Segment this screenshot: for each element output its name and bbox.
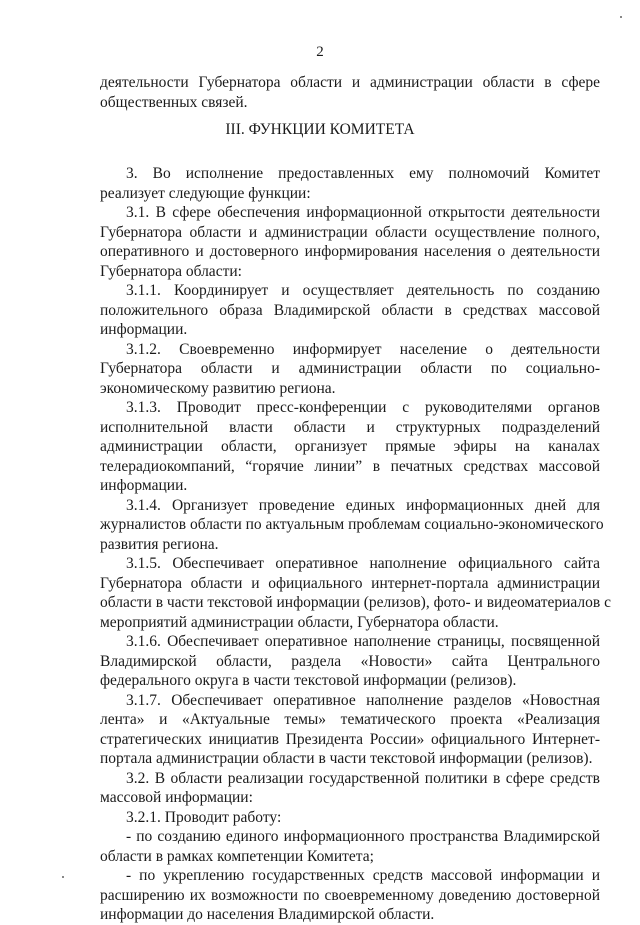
text-line: исполнительной власти области и структурных подразделений — [100, 418, 600, 436]
text-line: области в части текстовой информации (релизов), фото- и видеоматериалов с — [100, 594, 611, 611]
text-line: стратегических инициатив Президента России» официального Интернет- — [100, 730, 600, 748]
text-line: положительного образа Владимирской области в средствах массовой — [100, 301, 600, 319]
list-item — [100, 827, 600, 866]
paragraph-3-1-6 — [100, 632, 600, 691]
scan-speck — [62, 876, 64, 878]
text-line: Губернатора области и администрации области осуществление полного, — [100, 223, 600, 241]
paragraph-3-1-2 — [100, 340, 600, 399]
text-line: информации. — [100, 477, 188, 494]
text-line: развития региона. — [100, 535, 219, 553]
text-line: общественных связей. — [100, 93, 248, 111]
text-line: 3.1.3. Проводит пресс-конференции с руководителями органов — [126, 399, 600, 416]
text-line: 3.1.7. Обеспечивает оперативное наполнение разделов «Новостная — [126, 691, 600, 709]
scan-speck — [620, 16, 622, 18]
text-line: журналистов области по актуальным проблемам социально-экономического — [100, 516, 604, 533]
text-line: портала администрации области в части текстовой информации (релизов). — [100, 750, 593, 767]
paragraph-3-1-4 — [100, 496, 604, 555]
text-line: лента» и «Актуальные темы» тематического проекта «Реализация — [100, 711, 600, 728]
text-line: - по укреплению государственных средств массовой информации и — [126, 867, 600, 884]
text-line: экономическому развитию региона. — [100, 379, 336, 397]
text-line: - по созданию единого информационного пространства Владимирской — [126, 828, 600, 845]
paragraph-3-1-3 — [100, 398, 600, 496]
text-line: Губернатора области и администрации области по социально- — [100, 360, 600, 377]
text-line: 3.2. В области реализации государственной политики в сфере средств — [126, 769, 600, 787]
paragraph-3-1 — [100, 203, 600, 281]
paragraph-3-1-1 — [100, 281, 600, 340]
text-line: 3.1.6. Обеспечивает оперативное наполнение страницы, посвященной — [126, 633, 600, 650]
text-line: администрации области, организует прямые эфиры на каналах — [100, 438, 600, 455]
section-heading: III. ФУНКЦИИ КОМИТЕТА — [225, 121, 415, 138]
text-line: массовой информации: — [100, 789, 253, 806]
text-line: 3.1.5. Обеспечивает оперативное наполнение официального сайта — [126, 555, 600, 572]
paragraph-3-2 — [100, 769, 600, 808]
text-line: расширению их возможности по своевременному доведению достоверной — [100, 886, 600, 904]
text-line: 3.1.1. Координирует и осуществляет деятельность по созданию — [126, 282, 600, 299]
text-line: Губернатора области: — [100, 262, 242, 280]
text-line: 3.2.1. Проводит работу: — [126, 808, 282, 826]
text-line: мероприятий администрации области, Губернатора области. — [100, 613, 499, 631]
text-line: 3.1.4. Организует проведение единых информационных дней для — [126, 496, 600, 514]
text-line: информации до населения Владимирской области. — [100, 906, 435, 923]
page-number: 2 — [316, 44, 324, 60]
text-line: Владимирской области, раздела «Новости» сайта Центрального — [100, 652, 600, 670]
text-line: реализует следующие функции: — [100, 184, 311, 202]
text-line: телерадиокомпаний, “горячие линии” в печатных средствах массовой — [100, 457, 600, 475]
list-item — [100, 866, 600, 925]
paragraph-3-2-1 — [100, 808, 600, 828]
text-line: 3.1.2. Своевременно информирует население о деятельности — [126, 340, 600, 358]
text-line: информации. — [100, 321, 188, 338]
text-line: оперативного и достоверного информирования населения о деятельности — [100, 243, 600, 260]
text-line: 3. Во исполнение предоставленных ему полномочий Комитет — [126, 165, 600, 182]
text-line: области в рамках компетенции Комитета; — [100, 847, 374, 865]
paragraph-3 — [100, 164, 600, 203]
text-line: Губернатора области и официального интернет-портала администрации — [100, 574, 600, 592]
intro-paragraph — [100, 73, 600, 112]
text-line: федерального округа в части текстовой информации (релизов). — [100, 672, 517, 689]
functions-body — [100, 164, 611, 925]
paragraph-3-1-5 — [100, 554, 611, 632]
paragraph-3-1-7 — [100, 691, 600, 769]
text-line: деятельности Губернатора области и администрации области в сфере — [100, 74, 600, 91]
text-line: 3.1. В сфере обеспечения информационной открытости деятельности — [126, 204, 600, 221]
